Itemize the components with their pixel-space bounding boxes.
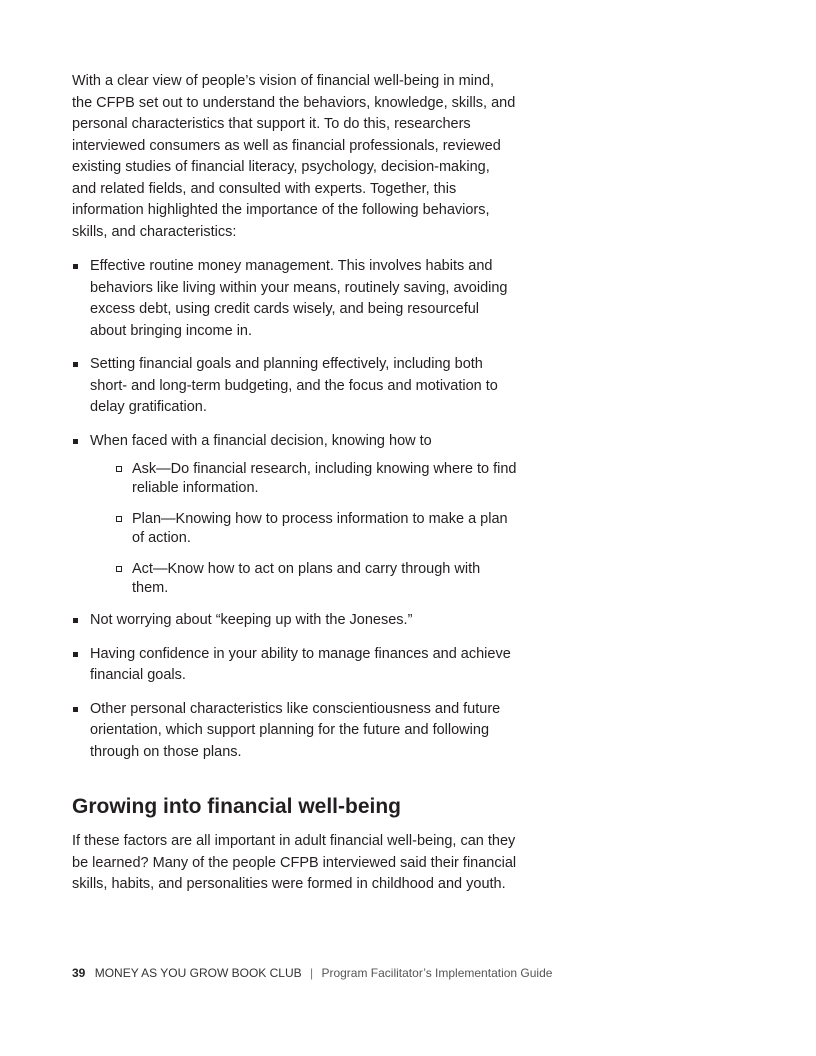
list-item-text: Having confidence in your ability to manage finances and achieve financial goals. (90, 645, 511, 683)
list-item-text: When faced with a financial decision, knowing how to (90, 432, 432, 449)
hollow-square-bullet-icon (116, 516, 122, 522)
guide-title: Program Facilitator’s Implementation Guide (321, 966, 553, 980)
sub-list-item-text: Plan—Knowing how to process information to make a plan of action. (132, 511, 508, 546)
section-heading: Growing into financial well-being (72, 795, 402, 818)
list-item (72, 699, 517, 764)
decision-steps-list (90, 460, 517, 598)
sub-list-item-text: Act—Know how to act on plans and carry through with them. (132, 561, 481, 596)
footer-separator: | (309, 966, 314, 980)
sub-list-item-text: Ask—Do financial research, including knowing where to find reliable information. (132, 461, 517, 496)
list-item-text: Effective routine money management. This involves habits and behaviors like living within your means, routinely saving, avoiding excess debt, using credit cards wisely, and being resourceful about bringing income in. (90, 258, 508, 339)
hollow-square-bullet-icon (116, 466, 122, 472)
list-item-text: Not worrying about “keeping up with the Joneses.” (90, 612, 413, 628)
factors-list (72, 256, 517, 763)
intro-paragraph: With a clear view of people’s vision of financial well-being in mind, the CFPB set out to understand the behaviors, knowledge, skills, and personal characteristics that support it. To do this, researchers interviewed consumers as well as financial professionals, reviewed existing studies of financial literacy, psychology, decision-making, and related fields, and consulted with experts. Together, this information highlighted the importance of the following behaviors, skills, and characteristics: (72, 73, 516, 240)
sub-list-item (90, 510, 517, 548)
list-item-text: Other personal characteristics like conscientiousness and future orientation, which support planning for the future and following through on those plans. (90, 700, 501, 760)
book-title: MONEY AS YOU GROW BOOK CLUB (94, 966, 302, 980)
list-item (72, 256, 517, 342)
list-item (72, 610, 517, 632)
page-number: 39 (72, 966, 86, 980)
square-bullet-icon (73, 362, 78, 367)
list-item (72, 431, 517, 599)
square-bullet-icon (73, 618, 78, 623)
list-item (72, 354, 517, 419)
square-bullet-icon (73, 652, 78, 657)
square-bullet-icon (73, 439, 78, 444)
list-item (72, 644, 517, 687)
section-paragraph: If these factors are all important in adult financial well-being, can they be learned? Many of the people CFPB interviewed said their financial skills, habits, and personalities were formed in childhood and youth. (72, 833, 517, 892)
list-item-text: Setting financial goals and planning effectively, including both short- and long-term budgeting, and the focus and motivation to delay gratification. (90, 356, 498, 415)
sub-list-item (90, 460, 517, 498)
main-content (72, 71, 517, 896)
page-footer (72, 966, 552, 980)
square-bullet-icon (73, 707, 78, 712)
sub-list-item (90, 560, 517, 598)
hollow-square-bullet-icon (116, 566, 122, 572)
square-bullet-icon (73, 264, 78, 269)
